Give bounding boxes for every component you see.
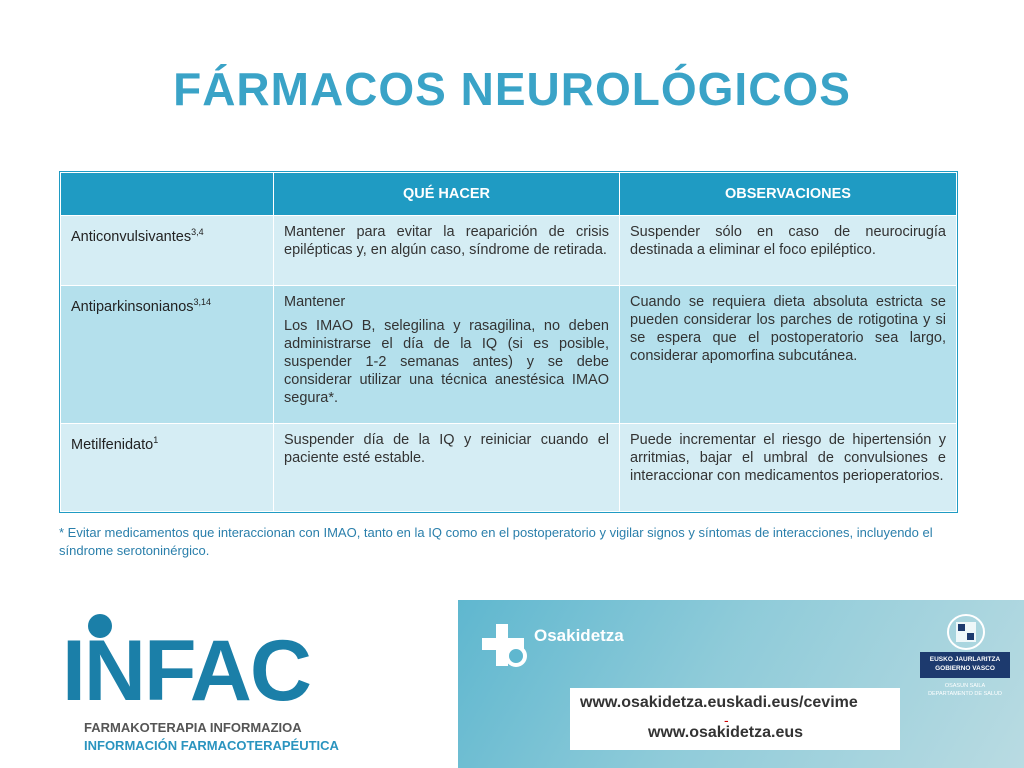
- osakidetza-logo-icon: [478, 620, 528, 670]
- gov-sub2: DEPARTAMENTO DE SALUD: [928, 691, 1002, 697]
- gobierno-vasco-shield-icon: [944, 612, 988, 652]
- drug-name: Anticonvulsivantes: [71, 228, 192, 245]
- drug-ref: 1: [153, 435, 159, 445]
- header-que-hacer: QUÉ HACER: [274, 173, 620, 216]
- infac-logo: INFAC: [62, 623, 310, 719]
- que-hacer-text: Suspender día de la IQ y reiniciar cuando el paciente esté estable.: [284, 432, 609, 466]
- que-hacer-text: Mantener para evitar la reaparición de crisis epilépticas y, en algún caso, síndrome de retirada.: [284, 224, 609, 258]
- drug-ref: 3,14: [193, 297, 212, 307]
- observaciones-cell: Puede incrementar el riesgo de hipertensión y arritmias, bajar el umbral de convulsiones e interaccionar con medicamentos perioperatorios.: [620, 424, 957, 512]
- header-observaciones: OBSERVACIONES: [620, 173, 957, 216]
- table-row: [61, 216, 957, 286]
- observaciones-cell: Suspender sólo en caso de neurocirugía destinada a eliminar el foco epiléptico.: [620, 216, 957, 286]
- table-row: [61, 286, 957, 424]
- row-drug-cell: [61, 286, 274, 424]
- header-empty: [61, 173, 274, 216]
- osakidetza-link[interactable]: www.osakidetza.eus: [648, 724, 804, 741]
- drug-table-grid: [60, 172, 957, 512]
- que-hacer-cell: [274, 286, 620, 424]
- row-drug-cell: [61, 216, 274, 286]
- osakidetza-name: Osakidetza: [534, 626, 624, 645]
- drug-name: Metilfenidato: [71, 436, 154, 453]
- infac-subtitle-es: INFORMACIÓN FARMACOTERAPÉUTICA: [84, 738, 339, 753]
- table-row: [61, 424, 957, 512]
- row-drug-cell: [61, 424, 274, 512]
- que-hacer-cell: [274, 424, 620, 512]
- cevime-link[interactable]: www.osakidetza.euskadi.eus/cevime: [580, 694, 858, 711]
- que-hacer-text: Los IMAO B, selegilina y rasagilina, no deben administrarse el día de la IQ (si es posible, suspender 1-2 semanas antes) y se debe considerar utilizar una técnica anestésica IMAO segura*.: [284, 318, 609, 406]
- gobierno-vasco-badge: [920, 652, 1010, 678]
- que-hacer-cell: [274, 216, 620, 286]
- gov-department: [920, 682, 1010, 698]
- url-separator: -: [724, 712, 729, 728]
- observaciones-cell: Cuando se requiera dieta absoluta estricta se pueden considerar los parches de rotigotina y si se espera que el postoperatorio sea largo, considerar apomorfina subcutánea.: [620, 286, 957, 424]
- gov-sub1: OSASUN SAILA: [944, 683, 986, 689]
- drug-name: Antiparkinsonianos: [71, 298, 194, 315]
- que-hacer-text: Mantener: [284, 294, 346, 310]
- infac-subtitle-eu: FARMAKOTERAPIA INFORMAZIOA: [84, 720, 302, 735]
- gov-line1: EUSKO JAURLARITZA: [929, 656, 1001, 663]
- table-header-row: [61, 173, 957, 216]
- drug-table: [59, 171, 958, 513]
- gov-line2: GOBIERNO VASCO: [935, 665, 995, 672]
- drug-ref: 3,4: [191, 227, 204, 237]
- slide-title: FÁRMACOS NEUROLÓGICOS: [173, 63, 851, 115]
- footnote: * Evitar medicamentos que interaccionan con IMAO, tanto en la IQ como en el postoperatorio y vigilar signos y síntomas de interacciones, incluyendo el síndrome serotoninérgico.: [59, 525, 933, 558]
